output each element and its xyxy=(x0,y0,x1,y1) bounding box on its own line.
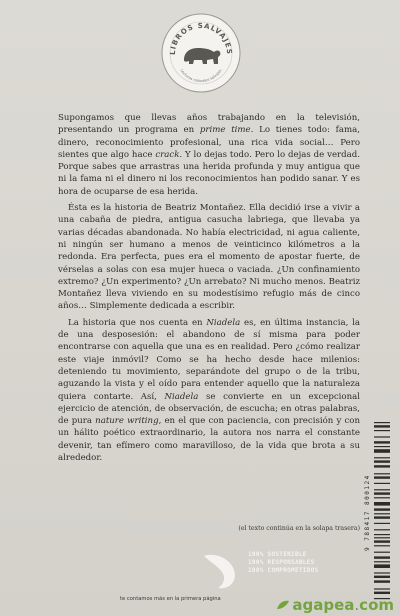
claim-sostenible: 100% SOSTENIBLE xyxy=(248,551,307,558)
barcode-bar xyxy=(374,441,390,443)
barcode-bar xyxy=(374,529,390,530)
barcode-bar xyxy=(374,465,390,467)
barcode-bar xyxy=(374,460,390,462)
barcode-bar xyxy=(374,446,390,447)
barcode-bar xyxy=(374,576,390,578)
barcode-bar xyxy=(374,580,390,582)
barcode-bar xyxy=(374,425,390,427)
barcode-bar xyxy=(374,422,390,423)
barcode-bar xyxy=(374,513,390,514)
footer-text: te contamos más en la primera página xyxy=(120,596,221,602)
paragraph-1: Supongamos que llevas años trabajando en la televisión, presentando un programa en prime time. Lo tienes todo: fama, dinero, reconocimiento profesional, una rica vida social… Pero sientes que algo hace crack. Y lo dejas todo. Pero lo dejas de verdad. Porque sabes que arrastras una herida profunda y muy antigua que ni la fama ni el dinero ni los reconocimientos han podido sanar. Y es hora de ocuparse de esa herida. xyxy=(58,113,360,197)
watermark-tld: com xyxy=(359,596,394,614)
barcode-bar xyxy=(374,564,390,568)
barcode-bar xyxy=(374,497,390,498)
barcode-bar xyxy=(374,483,390,484)
isbn-barcode xyxy=(374,420,390,606)
barcode-bar xyxy=(374,436,390,437)
barcode-bar xyxy=(374,592,390,594)
barcode-bar xyxy=(374,572,390,573)
barcode-bar xyxy=(374,534,390,535)
agapea-watermark[interactable] xyxy=(276,596,394,614)
watermark-dot: . xyxy=(354,596,360,614)
barcode-bar xyxy=(374,449,390,453)
barcode-bar xyxy=(374,545,390,546)
barcode-bar xyxy=(374,556,390,558)
barcode-bar xyxy=(374,473,390,474)
barcode-bar xyxy=(374,516,390,518)
claim-responsables: 100% RESPONSABLES xyxy=(248,559,315,566)
watermark-brand: agapea xyxy=(292,596,355,614)
barcode-bar xyxy=(374,588,390,589)
libros-salvajes-logo xyxy=(160,12,242,94)
barcode-bar xyxy=(374,492,390,494)
claim-comprometidos: 100% COMPROMETIDOS xyxy=(248,567,319,574)
paragraph-3: La historia que nos cuenta en Niadela es, en última instancia, la de una desposesión: el abandono de sí misma para poder encontrarse con aquella que una es en realidad. Pero ¿cómo realizar este viaje inmóvil? Como se ha hecho desde hace milenios: deteniendo tu movimiento, separándote del grupo o de la tribu, aguzando la vista y el oído para entender aquello que la naturaleza quiera contarte. Así, Niadela se convierte en un excepcional ejercicio de atención, de observación, de escucha; en otras palabras, de pura nature writing, en el que con paciencia, con precisión y con un hálito poético extraordinario, la autora nos narra el constante devenir, tan efímero como maravilloso, de la vida que brota a su alrededor. xyxy=(58,317,360,464)
logo-text: LIBROS SALVAJES xyxy=(168,21,234,56)
barcode-bar xyxy=(374,537,390,538)
barcode-bar xyxy=(374,457,390,458)
barcode-bar xyxy=(374,502,390,506)
barcode-bar xyxy=(374,430,390,431)
barcode-bar xyxy=(374,476,390,478)
barcode-bar xyxy=(374,552,390,553)
isbn-digits: 9 788417 800124 xyxy=(364,474,371,552)
paragraph-2: Ésta es la historia de Beatriz Montañez. Ella decidió irse a vivir a una cabaña de piedra, antigua casucha labriega, que llevaba ya varias décadas abandonada. No había electricidad, ni agua caliente, ni ningún ser humano a menos de veinticinco kilómetros a la redonda. Era perfecta, pues era el momento de apostar fuerte, de vérselas a solas con esa mujer hueca o vaciada. ¿Un confinamiento extremo? ¿Un experimento? ¿Un arrebato? Ni mucho menos. Beatriz Montañez lleva viviendo en su modestísimo refugio más de cinco años… Simplemente dedicada a escribir. xyxy=(58,203,360,312)
agapea-logo-icon xyxy=(276,597,290,609)
synopsis-text xyxy=(58,112,360,468)
barcode-bar xyxy=(374,523,390,524)
barcode-bar xyxy=(374,508,390,510)
barcode-bar xyxy=(374,489,390,490)
barcode-bar xyxy=(374,540,390,542)
logo-subtext: Lecturas naturales salvajes xyxy=(179,68,223,84)
leaf-icon xyxy=(200,548,242,592)
continued-note: (el texto continúa en la solapa trasera) xyxy=(238,525,360,532)
barcode-bar xyxy=(374,561,390,562)
sustainability-claims xyxy=(248,551,358,575)
